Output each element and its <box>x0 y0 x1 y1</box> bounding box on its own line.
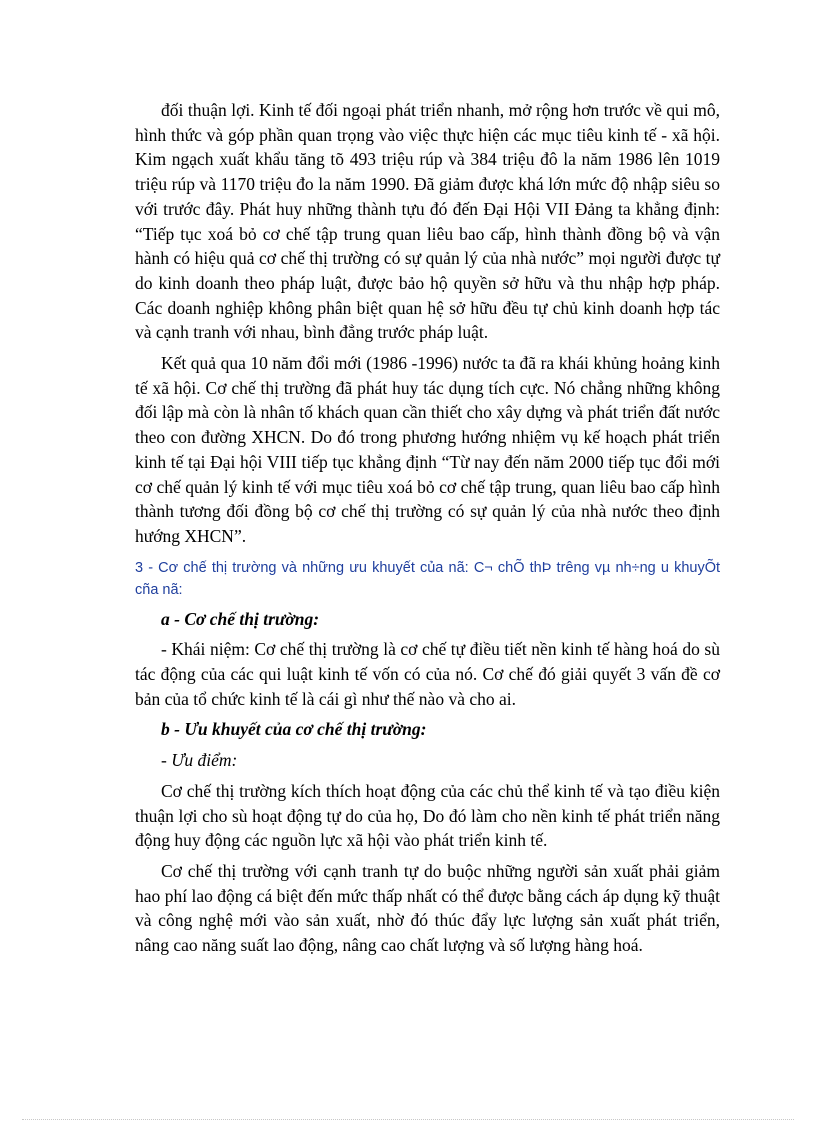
document-page <box>135 98 720 958</box>
paragraph-advantage-2: Cơ chế thị trường với cạnh tranh tự do buộc những người sản xuất phải giảm hao phí lao động cá biệt đến mức thấp nhất có thể được bằng cách áp dụng kỹ thuật và công nghệ mới vào sản xuất, nhờ đó thúc đẩy lực lượng sản xuất phát triển, nâng cao năng suất lao động, nâng cao chất lượng và số lượng hàng hoá. <box>135 860 720 956</box>
paragraph-concept: - Khái niệm: Cơ chế thị trường là cơ chế tự điều tiết nền kinh tế hàng hoá do sù tác động của các qui luật kinh tế vốn có của nó. Cơ chế đó giải quyết 3 vấn đề cơ bản của tổ chức kinh tế là cái gì như thế nào và cho ai. <box>135 639 720 709</box>
paragraph-advantage-1: Cơ chế thị trường kích thích hoạt động của các chủ thể kinh tế và tạo điều kiện thuận lợi cho sù hoạt động tự do của họ, Do đó làm cho nền kinh tế phát triển năng động huy động các nguồn lực xã hội vào phát triển kinh tế. <box>135 780 720 851</box>
subheading-b-pros-cons: b - Ưu khuyết của cơ chế thị trường: <box>161 719 427 740</box>
page-bottom-divider <box>22 1119 794 1120</box>
subheading-a-market-mechanism: a - Cơ chế thị trường: <box>161 608 320 629</box>
advantages-label: - Ưu điểm: <box>161 750 238 771</box>
paragraph-foreign-economy: đối thuận lợi. Kinh tế đối ngoại phát triển nhanh, mở rộng hơn trước về qui mô, hình thức và góp phần quan trọng vào việc thực hiện các mục tiêu kinh tế - xã hội. Kim ngạch xuất khẩu tăng tõ 493 triệu rúp và 384 triệu đô la năm 1986 lên 1019 triệu rúp và 1170 triệu đo la năm 1990. Đã giảm được khá lớn mức độ nhập siêu so với trước đây. Phát huy những thành tựu đó đến Đại Hội VII Đảng ta khẳng định: “Tiếp tục xoá bỏ cơ chế tập trung quan liêu bao cấp, hình thành đồng bộ và vận hành có hiệu quả cơ chế thị trường có sự quản lý của nhà nước” mọi người được tự do kinh doanh theo pháp luật, được bảo hộ quyền sở hữu và thu nhập hợp pháp. Các doanh nghiệp không phân biệt quan hệ sở hữu đều tự chủ kinh doanh hợp tác và cạnh tranh với nhau, bình đẳng trước pháp luật. <box>135 100 720 343</box>
section-heading-market-mechanism: 3 - Cơ chế thị trường và những ưu khuyết của nã: C¬ chÕ thÞ trêng vµ nh÷ng u khuyÕt cña nã: <box>135 559 720 598</box>
paragraph-renovation-results: Kết quả qua 10 năm đổi mới (1986 -1996) nước ta đã ra khái khủng hoảng kinh tế xã hội. Cơ chế thị trường đã phát huy tác dụng tích cực. Nó chẳng những không đối lập mà còn là nhân tố khách quan cần thiết cho xây dựng và phát triển đất nước theo con đường XHCN. Do đó trong phương hướng nhiệm vụ kế hoạch phát triển kinh tế tại Đại hội VIII tiếp tục khẳng định “Từ nay đến năm 2000 tiếp tục đổi mới cơ chế quản lý kinh tế với mục tiêu xoá bỏ cơ chế tập trung, quan liêu bao cấp hình thành tương đối đồng bộ cơ chế thị trường có sự quản lý của nhà nước theo định hướng XHCN”. <box>135 353 720 546</box>
